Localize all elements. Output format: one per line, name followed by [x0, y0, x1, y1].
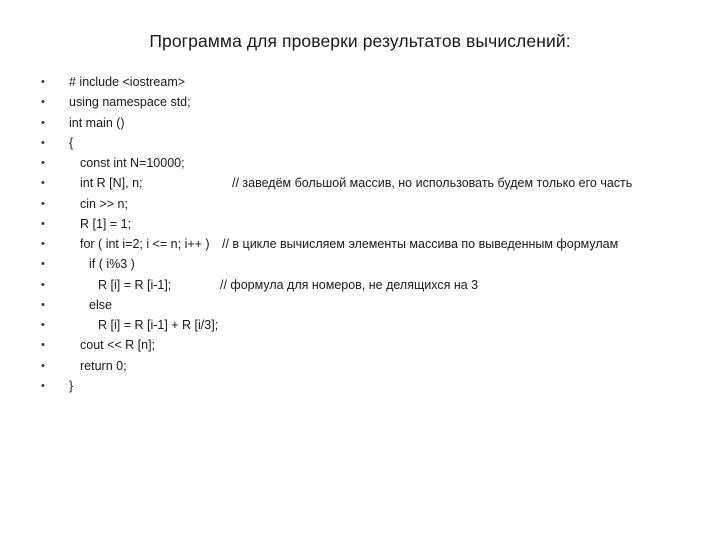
code-text: }	[69, 378, 74, 393]
code-line	[0, 254, 720, 274]
bullet-icon: •	[41, 217, 45, 230]
code-comment: // формула для номеров, не делящихся на 3	[220, 277, 479, 292]
code-text: R [i] = R [i-1] + R [i/3];	[98, 318, 219, 332]
code-comment: // заведём большой массив, но использовать будем только его часть	[232, 176, 633, 191]
code-text: for ( int i=2; i <= n; i++ )	[80, 237, 210, 251]
code-text: int R [N], n;	[80, 176, 143, 191]
code-line	[0, 92, 720, 112]
code-text: int main ()	[69, 115, 125, 130]
bullet-icon: •	[41, 177, 45, 190]
code-line	[0, 295, 720, 315]
code-text: const int N=10000;	[80, 156, 185, 170]
code-text: return 0;	[80, 358, 127, 373]
bullet-icon: •	[41, 197, 45, 210]
bullet-icon: •	[41, 359, 45, 372]
code-text: using namespace std;	[69, 95, 191, 110]
bullet-icon: •	[41, 278, 45, 291]
bullet-icon: •	[41, 339, 45, 352]
code-line	[0, 153, 720, 173]
code-line	[0, 315, 720, 335]
slide-title: Программа для проверки результатов вычислений:	[149, 31, 571, 51]
code-text: cout << R [n];	[80, 338, 156, 353]
code-line	[0, 275, 720, 295]
code-listing	[0, 72, 720, 396]
code-text: {	[69, 135, 74, 150]
bullet-icon: •	[41, 319, 45, 331]
bullet-icon: •	[41, 76, 45, 88]
code-line	[0, 173, 720, 193]
code-line	[0, 335, 720, 355]
code-text: cin >> n;	[80, 196, 128, 211]
code-line	[0, 356, 720, 376]
code-line	[0, 214, 720, 234]
bullet-icon: •	[41, 298, 45, 311]
code-line	[0, 234, 720, 254]
code-line	[0, 113, 720, 133]
bullet-icon: •	[41, 238, 45, 250]
code-text: # include <iostream>	[69, 75, 186, 89]
code-comment: // в цикле вычисляем элементы массива по выведенным формулам	[222, 237, 619, 251]
code-text: R [1] = 1;	[80, 216, 132, 231]
bullet-icon: •	[41, 258, 45, 271]
code-line	[0, 133, 720, 153]
code-text: R [i] = R [i-1];	[98, 277, 172, 292]
bullet-icon: •	[41, 379, 45, 392]
code-text: else	[89, 297, 112, 312]
code-line	[0, 194, 720, 214]
bullet-icon: •	[41, 136, 45, 149]
code-text: if ( i%3 )	[89, 257, 135, 272]
bullet-icon: •	[41, 116, 45, 129]
code-line	[0, 376, 720, 396]
code-line	[0, 72, 720, 92]
bullet-icon: •	[41, 96, 45, 109]
bullet-icon: •	[41, 157, 45, 169]
